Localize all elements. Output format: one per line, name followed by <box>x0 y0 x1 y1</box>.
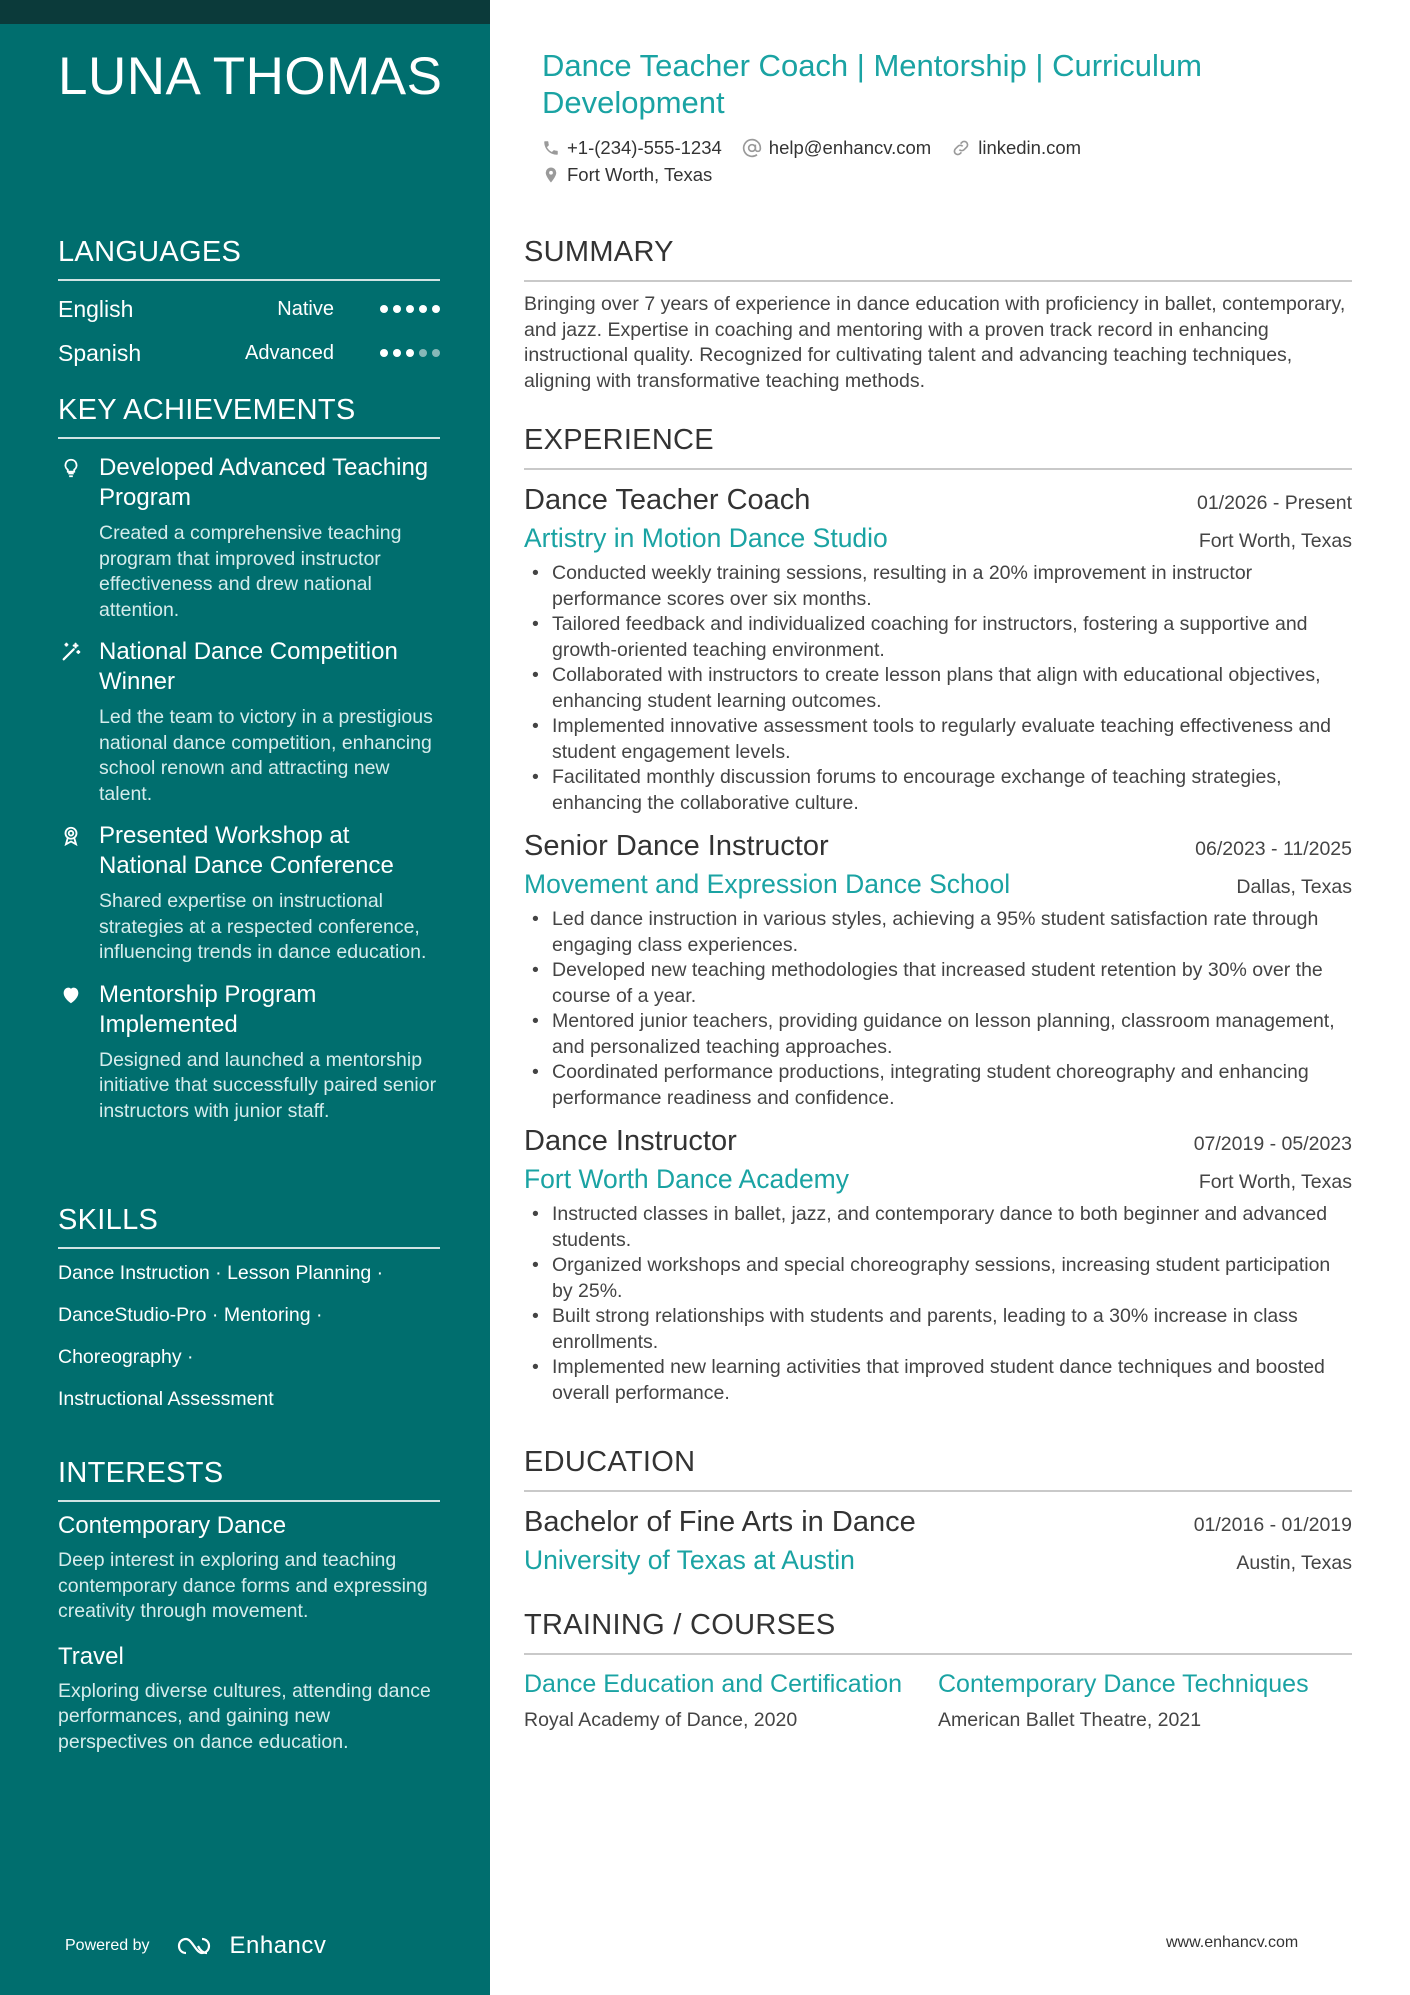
job-bullet: • Led dance instruction in various styles, achieving a 95% student satisfaction rate through engaging class experiences. <box>524 907 1352 958</box>
course-title: Contemporary Dance Techniques <box>938 1670 1309 1698</box>
job-bullet: • Developed new teaching methodologies that increased student retention by 30% over the course of a year. <box>524 958 1352 1009</box>
language-item <box>58 287 440 331</box>
languages-heading: LANGUAGES <box>58 236 440 281</box>
job-location: Dallas, Texas <box>1236 876 1352 898</box>
language-name: English <box>58 295 134 322</box>
job-date: 07/2019 - 05/2023 <box>1193 1133 1352 1155</box>
job-bullet: • Instructed classes in ballet, jazz, and contemporary dance to both beginner and advanced students. <box>524 1202 1352 1253</box>
experience-heading: EXPERIENCE <box>524 424 1352 470</box>
linkedin-text: linkedin.com <box>978 136 1082 158</box>
achievement-item <box>58 637 440 807</box>
sidebar <box>0 0 490 1995</box>
powered-by-label: Powered by <box>65 1937 150 1954</box>
education-section <box>524 1446 1352 1576</box>
achievement-title: Presented Workshop at National Dance Conference <box>99 822 394 879</box>
languages-section <box>58 236 440 375</box>
job-company: Movement and Expression Dance School <box>524 869 1011 899</box>
achievement-item <box>58 980 440 1125</box>
proficiency-dot <box>419 305 427 313</box>
powered-by <box>65 1932 326 1960</box>
contact-info <box>542 134 1342 188</box>
summary-section <box>524 236 1352 394</box>
proficiency-dot <box>406 349 414 357</box>
job-bullet: • Implemented new learning activities that improved student dance techniques and boosted overall performance. <box>524 1355 1352 1406</box>
course-provider: Royal Academy of Dance, 2020 <box>524 1709 798 1731</box>
job-company: Artistry in Motion Dance Studio <box>524 523 888 553</box>
skill-line: Instructional Assessment <box>58 1388 274 1410</box>
contact-email[interactable] <box>742 137 931 159</box>
proficiency-dot <box>419 349 427 357</box>
training-section <box>524 1609 1352 1732</box>
proficiency-dot <box>432 305 440 313</box>
enhancv-logo-icon <box>176 1934 222 1958</box>
degree-title: Bachelor of Fine Arts in Dance <box>524 1506 916 1538</box>
skill-line: DanceStudio-Pro · Mentoring · <box>58 1304 323 1326</box>
job-bullets <box>524 561 1352 816</box>
proficiency-dot <box>393 305 401 313</box>
job-bullet: • Conducted weekly training sessions, resulting in a 20% improvement in instructor performance scores over six months. <box>524 561 1352 612</box>
job-bullet: • Tailored feedback and individualized coaching for instructors, fostering a supportive and growth-oriented teaching environment. <box>524 612 1352 663</box>
email-text: help@enhancv.com <box>768 136 932 158</box>
phone-icon <box>542 139 560 157</box>
job-entry <box>524 1125 1352 1406</box>
contact-linkedin[interactable] <box>951 137 1081 159</box>
achievement-item <box>58 821 440 966</box>
enhancv-logo[interactable] <box>176 1932 327 1960</box>
skills-heading: SKILLS <box>58 1204 440 1249</box>
magic-wand-icon <box>60 641 82 663</box>
skills-section <box>58 1204 440 1412</box>
job-bullet: • Facilitated monthly discussion forums to encourage exchange of teaching strategies, enhancing the collaborative culture. <box>524 765 1352 816</box>
achievement-description: Led the team to victory in a prestigious national dance competition, enhancing school renown and attracting new talent. <box>99 706 433 805</box>
contact-location <box>542 164 712 186</box>
education-heading: EDUCATION <box>524 1446 1352 1492</box>
interests-heading: INTERESTS <box>58 1457 440 1502</box>
language-level: Advanced <box>245 341 334 364</box>
language-level: Native <box>277 297 334 320</box>
job-title: Dance Teacher Coach <box>524 484 811 516</box>
sidebar-top-bar <box>0 0 490 24</box>
achievement-title: Developed Advanced Teaching Program <box>99 454 429 511</box>
job-date: 06/2023 - 11/2025 <box>1195 838 1352 860</box>
proficiency-dot <box>380 349 388 357</box>
achievements-section <box>58 394 440 1124</box>
experience-section <box>524 424 1352 1406</box>
education-location: Austin, Texas <box>1236 1552 1352 1574</box>
language-item <box>58 331 440 375</box>
job-bullet: • Collaborated with instructors to create lesson plans that align with educational objectives, enhancing student learning outcomes. <box>524 663 1352 714</box>
job-bullets <box>524 1202 1352 1406</box>
training-heading: TRAINING / COURSES <box>524 1609 1352 1655</box>
achievement-item <box>58 453 440 623</box>
job-entry <box>524 484 1352 816</box>
course-item <box>938 1669 1352 1732</box>
headline: Dance Teacher Coach | Mentorship | Curriculum Development <box>542 48 1202 120</box>
candidate-name: LUNA THOMAS <box>58 47 443 106</box>
job-bullet: • Mentored junior teachers, providing guidance on lesson planning, classroom management, and personalized teaching approaches. <box>524 1009 1352 1060</box>
skill-line: Choreography · <box>58 1346 194 1368</box>
achievement-description: Designed and launched a mentorship initiative that successfully paired senior instructors with junior staff. <box>99 1048 437 1122</box>
enhancv-brand-name: Enhancv <box>229 1932 327 1959</box>
phone-text: +1-(234)-555-1234 <box>567 136 722 158</box>
award-ribbon-icon <box>60 825 82 847</box>
summary-heading: SUMMARY <box>524 236 1352 282</box>
language-proficiency-dots <box>380 349 440 357</box>
achievement-description: Created a comprehensive teaching program that improved instructor effectiveness and drew national attention. <box>99 522 402 621</box>
location-pin-icon <box>542 165 560 185</box>
link-icon <box>951 138 971 158</box>
job-company: Fort Worth Dance Academy <box>524 1164 850 1194</box>
proficiency-dot <box>380 305 388 313</box>
interest-description: Deep interest in exploring and teaching contemporary dance forms and expressing creativity through movement. <box>58 1549 428 1622</box>
interest-title: Contemporary Dance <box>58 1512 287 1539</box>
language-proficiency-dots <box>380 305 440 313</box>
footer-url[interactable]: www.enhancv.com <box>1166 1934 1299 1951</box>
school-name: University of Texas at Austin <box>524 1545 855 1575</box>
skill-line: Dance Instruction · Lesson Planning · <box>58 1262 384 1284</box>
lightbulb-icon <box>60 457 82 479</box>
at-sign-icon <box>742 138 762 158</box>
job-title: Senior Dance Instructor <box>524 830 829 862</box>
location-text: Fort Worth, Texas <box>567 163 713 185</box>
language-name: Spanish <box>58 339 142 366</box>
proficiency-dot <box>406 305 414 313</box>
contact-phone[interactable] <box>542 137 722 159</box>
job-date: 01/2026 - Present <box>1196 492 1352 514</box>
job-bullet: • Coordinated performance productions, integrating student choreography and enhancing performance readiness and confidence. <box>524 1060 1352 1111</box>
proficiency-dot <box>393 349 401 357</box>
proficiency-dot <box>432 349 440 357</box>
achievement-title: Mentorship Program Implemented <box>99 980 317 1038</box>
job-location: Fort Worth, Texas <box>1198 530 1352 552</box>
achievement-description: Shared expertise on instructional strategies at a respected conference, influencing trends in dance education. <box>99 890 427 963</box>
job-entry <box>524 830 1352 1111</box>
job-bullet: • Built strong relationships with students and parents, leading to a 30% increase in class enrollments. <box>524 1304 1352 1355</box>
interests-section <box>58 1457 440 1755</box>
course-title: Dance Education and Certification <box>524 1670 903 1698</box>
interest-description: Exploring diverse cultures, attending dance performances, and gaining new perspectives on dance education. <box>58 1679 431 1753</box>
summary-text: Bringing over 7 years of experience in dance education with proficiency in ballet, contemporary, and jazz. Expertise in coaching and mentoring with a proven track record in enhancing instructional quality. Recognized for cultivating talent and advancing teaching techniques, aligning with transformative teaching methods. <box>524 293 1346 392</box>
interest-title: Travel <box>58 1642 124 1670</box>
achievement-title: National Dance Competition Winner <box>99 638 398 695</box>
job-bullets <box>524 907 1352 1111</box>
job-bullet: • Implemented innovative assessment tools to regularly evaluate teaching effectiveness and student engagement levels. <box>524 714 1352 765</box>
course-provider: American Ballet Theatre, 2021 <box>938 1709 1202 1731</box>
achievements-heading: KEY ACHIEVEMENTS <box>58 394 440 439</box>
course-item <box>524 1669 938 1732</box>
education-date: 01/2016 - 01/2019 <box>1193 1514 1352 1536</box>
heart-icon <box>60 984 82 1006</box>
job-title: Dance Instructor <box>524 1125 737 1157</box>
job-bullet: • Organized workshops and special choreography sessions, increasing student participation by 25%. <box>524 1253 1352 1304</box>
job-location: Fort Worth, Texas <box>1198 1171 1352 1193</box>
